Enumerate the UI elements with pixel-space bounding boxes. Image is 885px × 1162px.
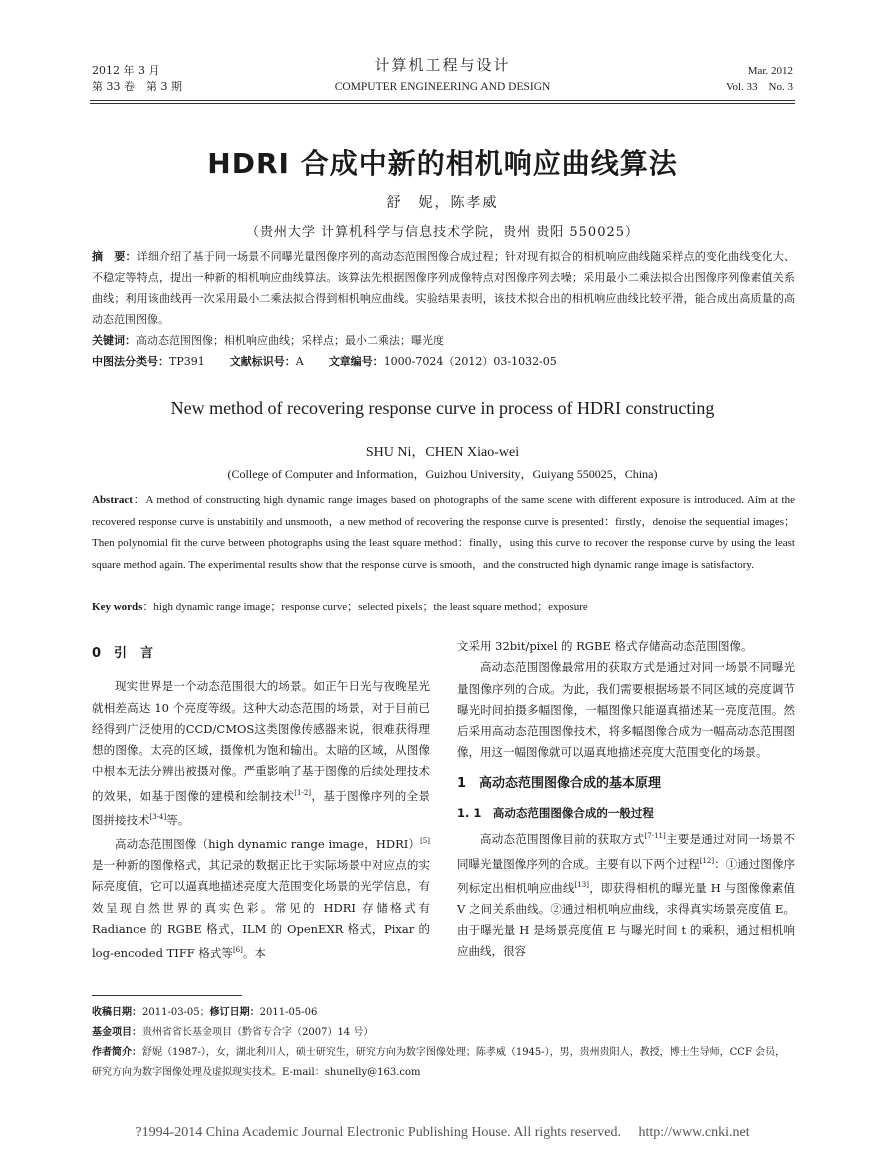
issue-date: 2012 年 3 月 xyxy=(92,64,160,77)
right-paragraph-0: 文采用 32bit/pixel 的 RGBE 格式存储高动态范围图像。 xyxy=(457,639,753,653)
intro-p2-c: 。本 xyxy=(242,946,266,961)
abstract-en-text: ：A method of constructing high dynamic range images based on photographs of the same scene with different exposure is introduced. Aim at the recovered response curve is unstabitily and unsmooth，a new method of recovering the response curve is presented：firstly，denoise the sequential images；Then polynomial fit the curve between photographs using the least square method：finally，using this curve to recover the response curve by using the least square method again. The experimental results show that the response curve is smooth，and the constructed high dynamic range image is satisfactory. xyxy=(92,494,795,571)
bio-value: 舒妮（1987-），女，湖北利川人，硕士研究生，研究方向为数字图像处理；陈孝威（1945-），男，贵州贵阳人，教授，博士生导师，CCF 会员，研究方向为数字图像处理及虚拟现实技术。E-mail：shunelly@163.com xyxy=(92,1047,786,1078)
abstract-en xyxy=(92,490,795,576)
right-p2-a: 高动态范围图像目前的获取方式 xyxy=(480,832,645,847)
intro-p2-b: 是一种新的图像格式，其记录的数据正比于实际场景中对应点的实际亮度值，它可以逼真地描述亮度大范围变化场景的光学信息，有效呈现自然世界的真实色彩。常见的 HDRI 存储格式有 Radiance 的 RGBE 格式，ILM 的 OpenEXR 格式，Pixar 的 log-encoded TIFF 格式等 xyxy=(92,858,430,961)
abstract-en-label: Abstract xyxy=(92,494,133,506)
right-paragraph-2 xyxy=(457,826,795,962)
doc-code-value: A xyxy=(295,355,304,368)
affiliation-cn: （贵州大学 计算机科学与信息技术学院，贵州 贵阳 550025） xyxy=(245,225,640,240)
citation: [13] xyxy=(574,880,589,889)
keywords-en-label: Key words xyxy=(92,601,143,613)
right-column xyxy=(457,636,795,963)
section-0-title: 0 引 言 xyxy=(92,646,154,661)
right-p2-b: 主要是通过对同一场景不同曝光量图像序列的合成。主要有以下两个过程 xyxy=(457,832,796,871)
right-paragraph-1: 高动态范围图像最常用的获取方式是通过对同一场景不同曝光量图像序列的合成。为此，我们需要根据场景不同区域的亮度调节曝光时间拍摄多幅图像，一幅图像只能逼真描述某一亮度范围。然后采用高动态范围图像技术，将多幅图像合成为一幅高动态范围图像，用这一幅图像就可以逼真地描述亮度大范围变化的场景。 xyxy=(457,660,795,760)
authors-cn: 舒 妮，陈孝威 xyxy=(386,195,499,211)
fund-value: 贵州省省长基金项目（黔省专合字（2007）14 号） xyxy=(142,1027,374,1038)
intro-p1-text: 现实世界是一个动态范围很大的场景。如正午日光与夜晚星光就相差高达 10 个亮度等级。这种大动态范围的场景，对于目前已经得到广泛使用的CCD/CMOS这类图像传感器来说，很难获得理想的图像。太亮的区域，摄像机为饱和输出。太暗的区域，从图像中根本无法分辨出被摄对像。严重影响了基于图像的后续处理技术的效果，如基于图像的建模和绘制技术 xyxy=(92,679,430,803)
header-rule-2 xyxy=(90,103,795,104)
section-1-1-title: 1. 1 高动态范围图像合成的一般过程 xyxy=(457,806,654,821)
abstract-cn-label: 摘 要： xyxy=(92,250,137,263)
volume-issue-en: Vol. 33 No. 3 xyxy=(725,81,793,93)
intro-p1-mid: ，基于图像序列的全景图拼接技术 xyxy=(92,788,431,827)
citation: [3-4] xyxy=(149,812,167,821)
intro-paragraph-2 xyxy=(92,831,430,964)
intro-p1-end: 等。 xyxy=(166,812,190,827)
journal-name-en: COMPUTER ENGINEERING AND DESIGN xyxy=(334,81,551,93)
footnote-fund xyxy=(92,1023,795,1043)
issue-date-en: Mar. 2012 xyxy=(747,65,793,77)
article-no-label: 文章编号： xyxy=(328,355,384,368)
footnote-bio xyxy=(92,1043,795,1083)
fund-label: 基金项目： xyxy=(92,1027,142,1038)
footnote-rule xyxy=(92,995,242,996)
article-no-value: 1000-7024（2012）03-1032-05 xyxy=(383,355,557,368)
footnote-dates xyxy=(92,1003,795,1023)
journal-name-cn: 计算机工程与设计 xyxy=(374,56,511,74)
clc-value: TP391 xyxy=(169,355,205,368)
paper-title-cn: HDRI 合成中新的相机响应曲线算法 xyxy=(207,147,678,180)
keywords-en xyxy=(92,597,795,619)
revised-value: 2011-05-06 xyxy=(259,1007,318,1018)
intro-p2-a: 高动态范围图像（high dynamic range image，HDRI） xyxy=(115,836,421,851)
classification-line xyxy=(92,351,795,372)
citation: [1-2] xyxy=(294,788,312,797)
header-rule xyxy=(90,100,795,101)
clc-label: 中图法分类号： xyxy=(92,355,169,368)
citation: [5] xyxy=(420,837,430,846)
copyright-line: ?1994-2014 China Academic Journal Electronic Publishing House. All rights reserved. http://www.cnki.net xyxy=(135,1125,750,1140)
intro-paragraph-1 xyxy=(92,676,430,831)
right-p2-d: ，即获得相机的曝光量 H 与图像像素值 V 之间关系曲线。②通过相机响应曲线，求得真实场景亮度值 E。由于曝光量 H 是场景亮度值 E 与曝光时间 t 的乘积，通过相机响应曲线，很容 xyxy=(457,880,796,959)
doc-code-label: 文献标识号： xyxy=(229,355,296,368)
bio-label: 作者简介： xyxy=(92,1047,142,1058)
keywords-cn-label: 关键词： xyxy=(92,334,136,347)
citation: [12] xyxy=(699,856,715,865)
authors-en: SHU Ni，CHEN Xiao-wei xyxy=(365,445,520,460)
keywords-en-text: ：high dynamic range image；response curve；selected pixels；the least square method；exposure xyxy=(142,601,588,613)
abstract-cn-text: 详细介绍了基于同一场景不同曝光量图像序列的高动态范围图像合成过程；针对现有拟合的相机响应曲线随采样点的变化曲线变化大、不稳定等特点，提出一种新的相机响应曲线算法。该算法先根据图像序列成像特点对图像序列去噪；采用最小二乘法拟合出图像序列像素值关系曲线；利用该曲线再一次采用最小二乘法拟合得到相机响应曲线。实验结果表明，该技术拟合出的相机响应曲线比较平滑，能合成出高质量的高动态范围图像。 xyxy=(92,250,796,326)
abstract-cn xyxy=(92,246,795,330)
citation: [6] xyxy=(232,946,243,955)
paper-title-en: New method of recovering response curve in process of HDRI constructing xyxy=(170,398,715,418)
section-1-title: 1 高动态范围图像合成的基本原理 xyxy=(457,775,662,791)
received-value: 2011-03-05； xyxy=(142,1007,210,1018)
volume-issue: 第 33 卷 第 3 期 xyxy=(92,80,182,93)
revised-label: 修订日期： xyxy=(209,1007,260,1018)
citation: [7-11] xyxy=(644,832,666,841)
right-p2-c: ：①通过图像序列标定出相机响应曲线 xyxy=(457,856,795,895)
received-label: 收稿日期： xyxy=(92,1007,142,1018)
keywords-cn xyxy=(92,330,795,351)
affiliation-en: (College of Computer and Information，Guizhou University，Guiyang 550025，China) xyxy=(227,467,658,481)
left-column xyxy=(92,643,430,964)
keywords-cn-text: 高动态范围图像；相机响应曲线；采样点；最小二乘法；曝光度 xyxy=(136,334,444,347)
